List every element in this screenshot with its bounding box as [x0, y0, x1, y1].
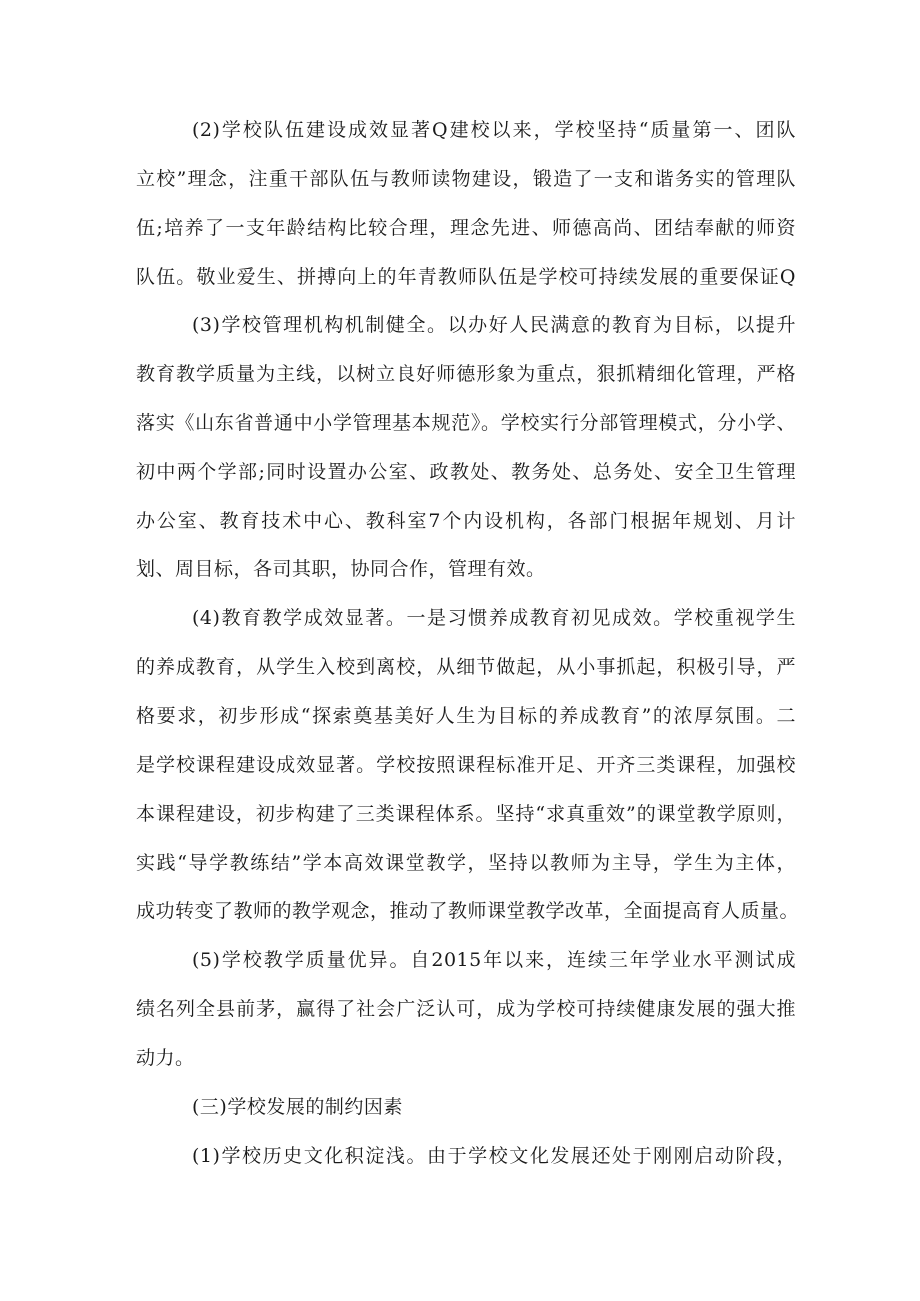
paragraph-5-line-1: (5)学校教学质量优异。自2015年以来，连续三年学业水平测试成: [192, 949, 796, 971]
paragraph-3-line-5: 办公室、教育技术中心、教科室7个内设机构，各部门根据年规划、月计: [136, 510, 796, 532]
paragraph-3-line-1: (3)学校管理机构机制健全。以办好人民满意的教育为目标，以提升: [192, 314, 796, 336]
paragraph-5-line-3: 动力。: [136, 1047, 195, 1069]
paragraph-4-line-1: (4)教育教学成效显著。一是习惯养成教育初见成效。学校重视学生: [192, 607, 796, 629]
paragraph-3-line-6: 划、周目标，各司其职，协同合作，管理有效。: [136, 558, 546, 580]
paragraph-4-line-2: 的养成教育，从学生入校到离校，从细节做起，从小事抓起，积极引导，严: [136, 656, 796, 678]
paragraph-2-line-2: 立校”理念，注重干部队伍与教师读物建设，锻造了一支和谐务实的管理队: [136, 168, 796, 190]
paragraph-4-line-6: 实践“导学教练结”学本高效课堂教学，坚持以教师为主导，学生为主体，: [136, 852, 796, 874]
paragraph-2-line-3: 伍;培养了一支年龄结构比较合理，理念先进、师德高尚、团结奉献的师资: [136, 217, 796, 239]
paragraph-2-line-4: 队伍。敬业爱生、拼搏向上的年青教师队伍是学校可持续发展的重要保证Q: [136, 266, 796, 288]
paragraph-4-line-7: 成功转变了教师的教学观念，推动了教师课堂教学改革，全面提高育人质量。: [136, 900, 800, 922]
paragraph-4-line-5: 本课程建设，初步构建了三类课程体系。坚持“求真重效”的课堂教学原则，: [136, 803, 796, 825]
paragraph-4-line-4: 是学校课程建设成效显著。学校按照课程标准开足、开齐三类课程，加强校: [136, 754, 796, 776]
paragraph-3-line-2: 教育教学质量为主线，以树立良好师德形象为重点，狠抓精细化管理，严格: [136, 363, 796, 385]
section-heading: (三)学校发展的制约因素: [192, 1096, 403, 1118]
paragraph-2-line-1: (2)学校队伍建设成效显著Q建校以来，学校坚持“质量第一、团队: [192, 119, 796, 141]
paragraph-6-line-1: (1)学校历史文化积淀浅。由于学校文化发展还处于刚刚启动阶段，: [192, 1145, 796, 1167]
paragraph-3-line-4: 初中两个学部;同时设置办公室、政教处、教务处、总务处、安全卫生管理: [136, 461, 796, 483]
paragraph-3-line-3: 落实《山东省普通中小学管理基本规范》。学校实行分部管理模式，分小学、: [136, 412, 796, 434]
paragraph-5-line-2: 绩名列全县前茅，赢得了社会广泛认可，成为学校可持续健康发展的强大推: [136, 998, 796, 1020]
paragraph-4-line-3: 格要求，初步形成“探索奠基美好人生为目标的养成教育”的浓厚氛围。二: [136, 705, 796, 727]
